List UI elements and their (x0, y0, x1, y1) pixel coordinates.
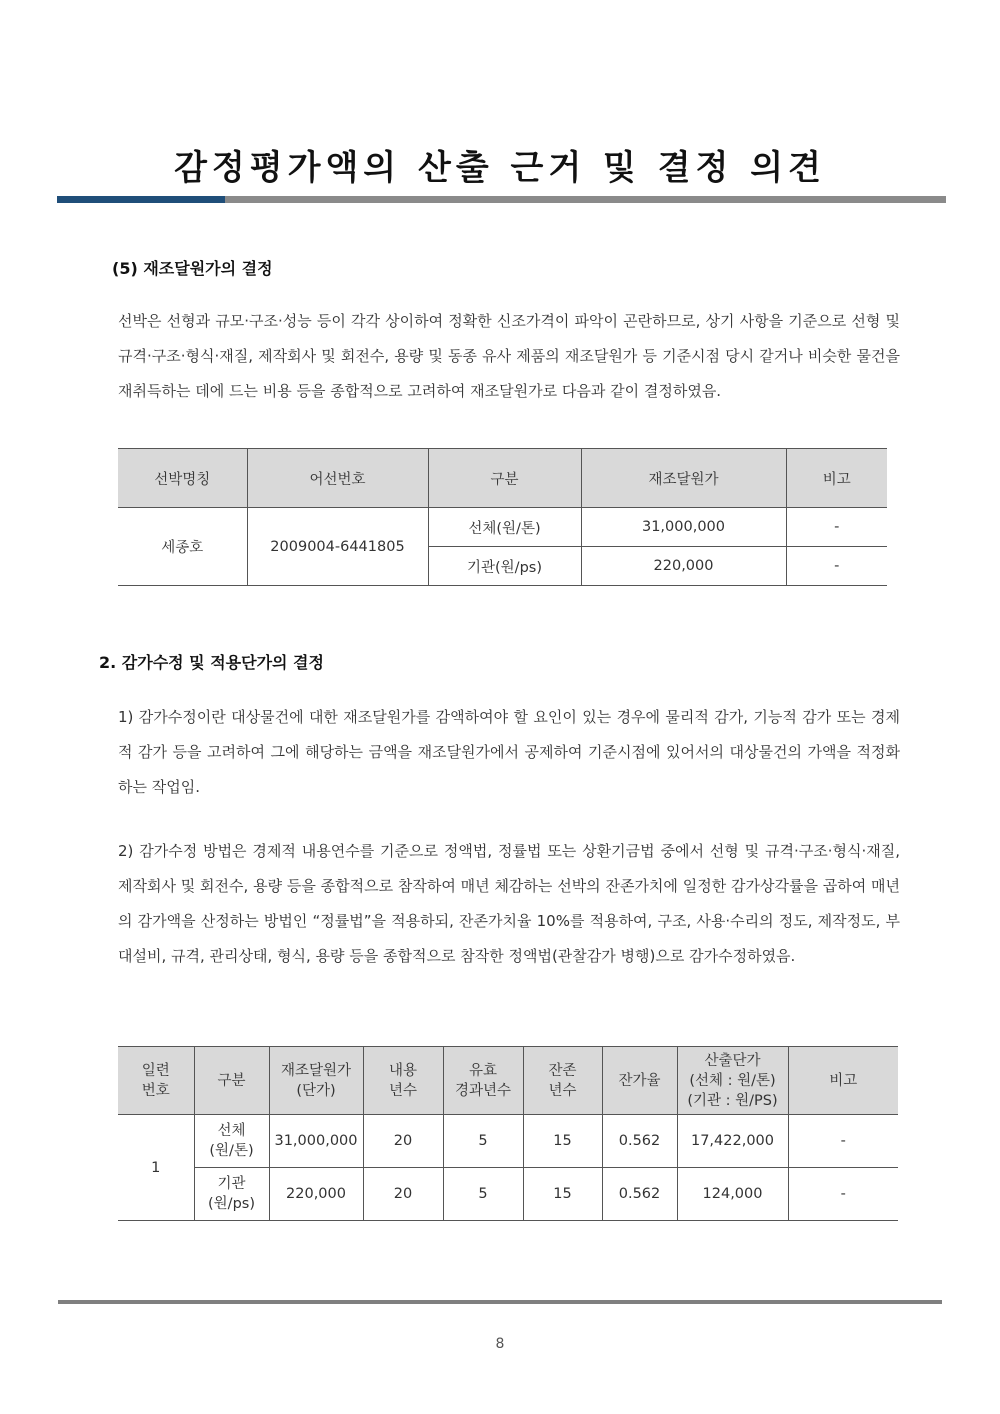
section-2-paragraph-2: 2) 감가수정 방법은 경제적 내용연수를 기준으로 정액법, 정률법 또는 상환기금법 중에서 선형 및 규격·구조·형식·재질, 제작회사 및 회전수, 용량 등을 종합적으로 참작하여 매년 체감하는 선박의 잔존가치에 일정한 감가상각률을 곱하여 매년의 감가액을 산정하는 방법인 “정률법”을 적용하되, 잔존가치율 10%를 적용하여, 구조, 사용·수리의 정도, 제작정도, 부대설비, 규격, 관리상태, 형식, 용량 등을 종합적으로 참작한 정액법(관찰감가 병행)으로 감가수정하였음. (118, 842, 900, 965)
rate-cell: 0.562 (602, 1168, 677, 1221)
cost-cell: 31,000,000 (581, 508, 786, 547)
type-cell: 선체(원/톤) (428, 508, 581, 547)
header-cell: 비고 (788, 1047, 898, 1115)
type-cell: 선체 (원/톤) (194, 1115, 269, 1168)
ship-name-cell: 세종호 (118, 508, 247, 586)
rate-cell: 0.562 (602, 1115, 677, 1168)
type-cell: 기관 (원/ps) (194, 1168, 269, 1221)
section-heading-5: (5) 재조달원가의 결정 (112, 259, 273, 278)
title-rule-accent (57, 196, 225, 203)
header-cell: 비고 (786, 449, 887, 508)
table-row (118, 508, 887, 547)
unit-price-cell: 17,422,000 (677, 1115, 788, 1168)
table-row (118, 1168, 898, 1221)
header-cell: 선박명칭 (118, 449, 247, 508)
cost-cell: 220,000 (269, 1168, 363, 1221)
table-row (118, 1115, 898, 1168)
note-cell: - (786, 547, 887, 586)
table-header-row (118, 1047, 898, 1115)
note-cell: - (786, 508, 887, 547)
section-5-paragraph: 선박은 선형과 규모·구조·성능 등이 각각 상이하여 정확한 신조가격이 파악이 곤란하므로, 상기 사항을 기준으로 선형 및 규격·구조·형식·재질, 제작회사 및 회전수, 용량 및 동종 유사 제품의 재조달원가 등 기준시점 당시 같거나 비슷한 물건을 재취득하는 데에 드는 비용 등을 종합적으로 고려하여 재조달원가로 다음과 같이 결정하였음. (118, 312, 900, 400)
page-title: 감정평가액의 산출 근거 및 결정 의견 (174, 148, 826, 188)
note-cell: - (788, 1168, 898, 1221)
note-cell: - (788, 1115, 898, 1168)
life-cell: 20 (363, 1168, 443, 1221)
page-number: 8 (495, 1336, 505, 1352)
header-cell: 구분 (194, 1047, 269, 1115)
section-heading-2: 2. 감가수정 및 적용단가의 결정 (99, 653, 324, 672)
replacement-cost-table (118, 448, 887, 586)
ship-number-cell: 2009004-6441805 (247, 508, 428, 586)
cost-cell: 220,000 (581, 547, 786, 586)
table-header-row (118, 449, 887, 508)
header-cell: 잔가율 (602, 1047, 677, 1115)
header-cell: 어선번호 (247, 449, 428, 508)
header-cell: 유효 경과년수 (443, 1047, 523, 1115)
header-cell: 구분 (428, 449, 581, 508)
header-cell: 산출단가 (선체 : 원/톤) (기관 : 원/PS) (677, 1047, 788, 1115)
remaining-cell: 15 (523, 1168, 602, 1221)
serial-cell: 1 (118, 1115, 194, 1221)
footer-rule (58, 1300, 942, 1304)
elapsed-cell: 5 (443, 1115, 523, 1168)
life-cell: 20 (363, 1115, 443, 1168)
title-rule (225, 196, 946, 203)
header-cell: 재조달원가 (단가) (269, 1047, 363, 1115)
header-cell: 일련 번호 (118, 1047, 194, 1115)
remaining-cell: 15 (523, 1115, 602, 1168)
header-cell: 재조달원가 (581, 449, 786, 508)
depreciation-table (118, 1046, 898, 1221)
cost-cell: 31,000,000 (269, 1115, 363, 1168)
elapsed-cell: 5 (443, 1168, 523, 1221)
unit-price-cell: 124,000 (677, 1168, 788, 1221)
header-cell: 내용 년수 (363, 1047, 443, 1115)
type-cell: 기관(원/ps) (428, 547, 581, 586)
header-cell: 잔존 년수 (523, 1047, 602, 1115)
section-2-paragraph-1: 1) 감가수정이란 대상물건에 대한 재조달원가를 감액하여야 할 요인이 있는 경우에 물리적 감가, 기능적 감가 또는 경제적 감가 등을 고려하여 그에 해당하는 금액을 재조달원가에서 공제하여 기준시점에 있어서의 대상물건의 가액을 적정화하는 작업임. (118, 708, 900, 796)
